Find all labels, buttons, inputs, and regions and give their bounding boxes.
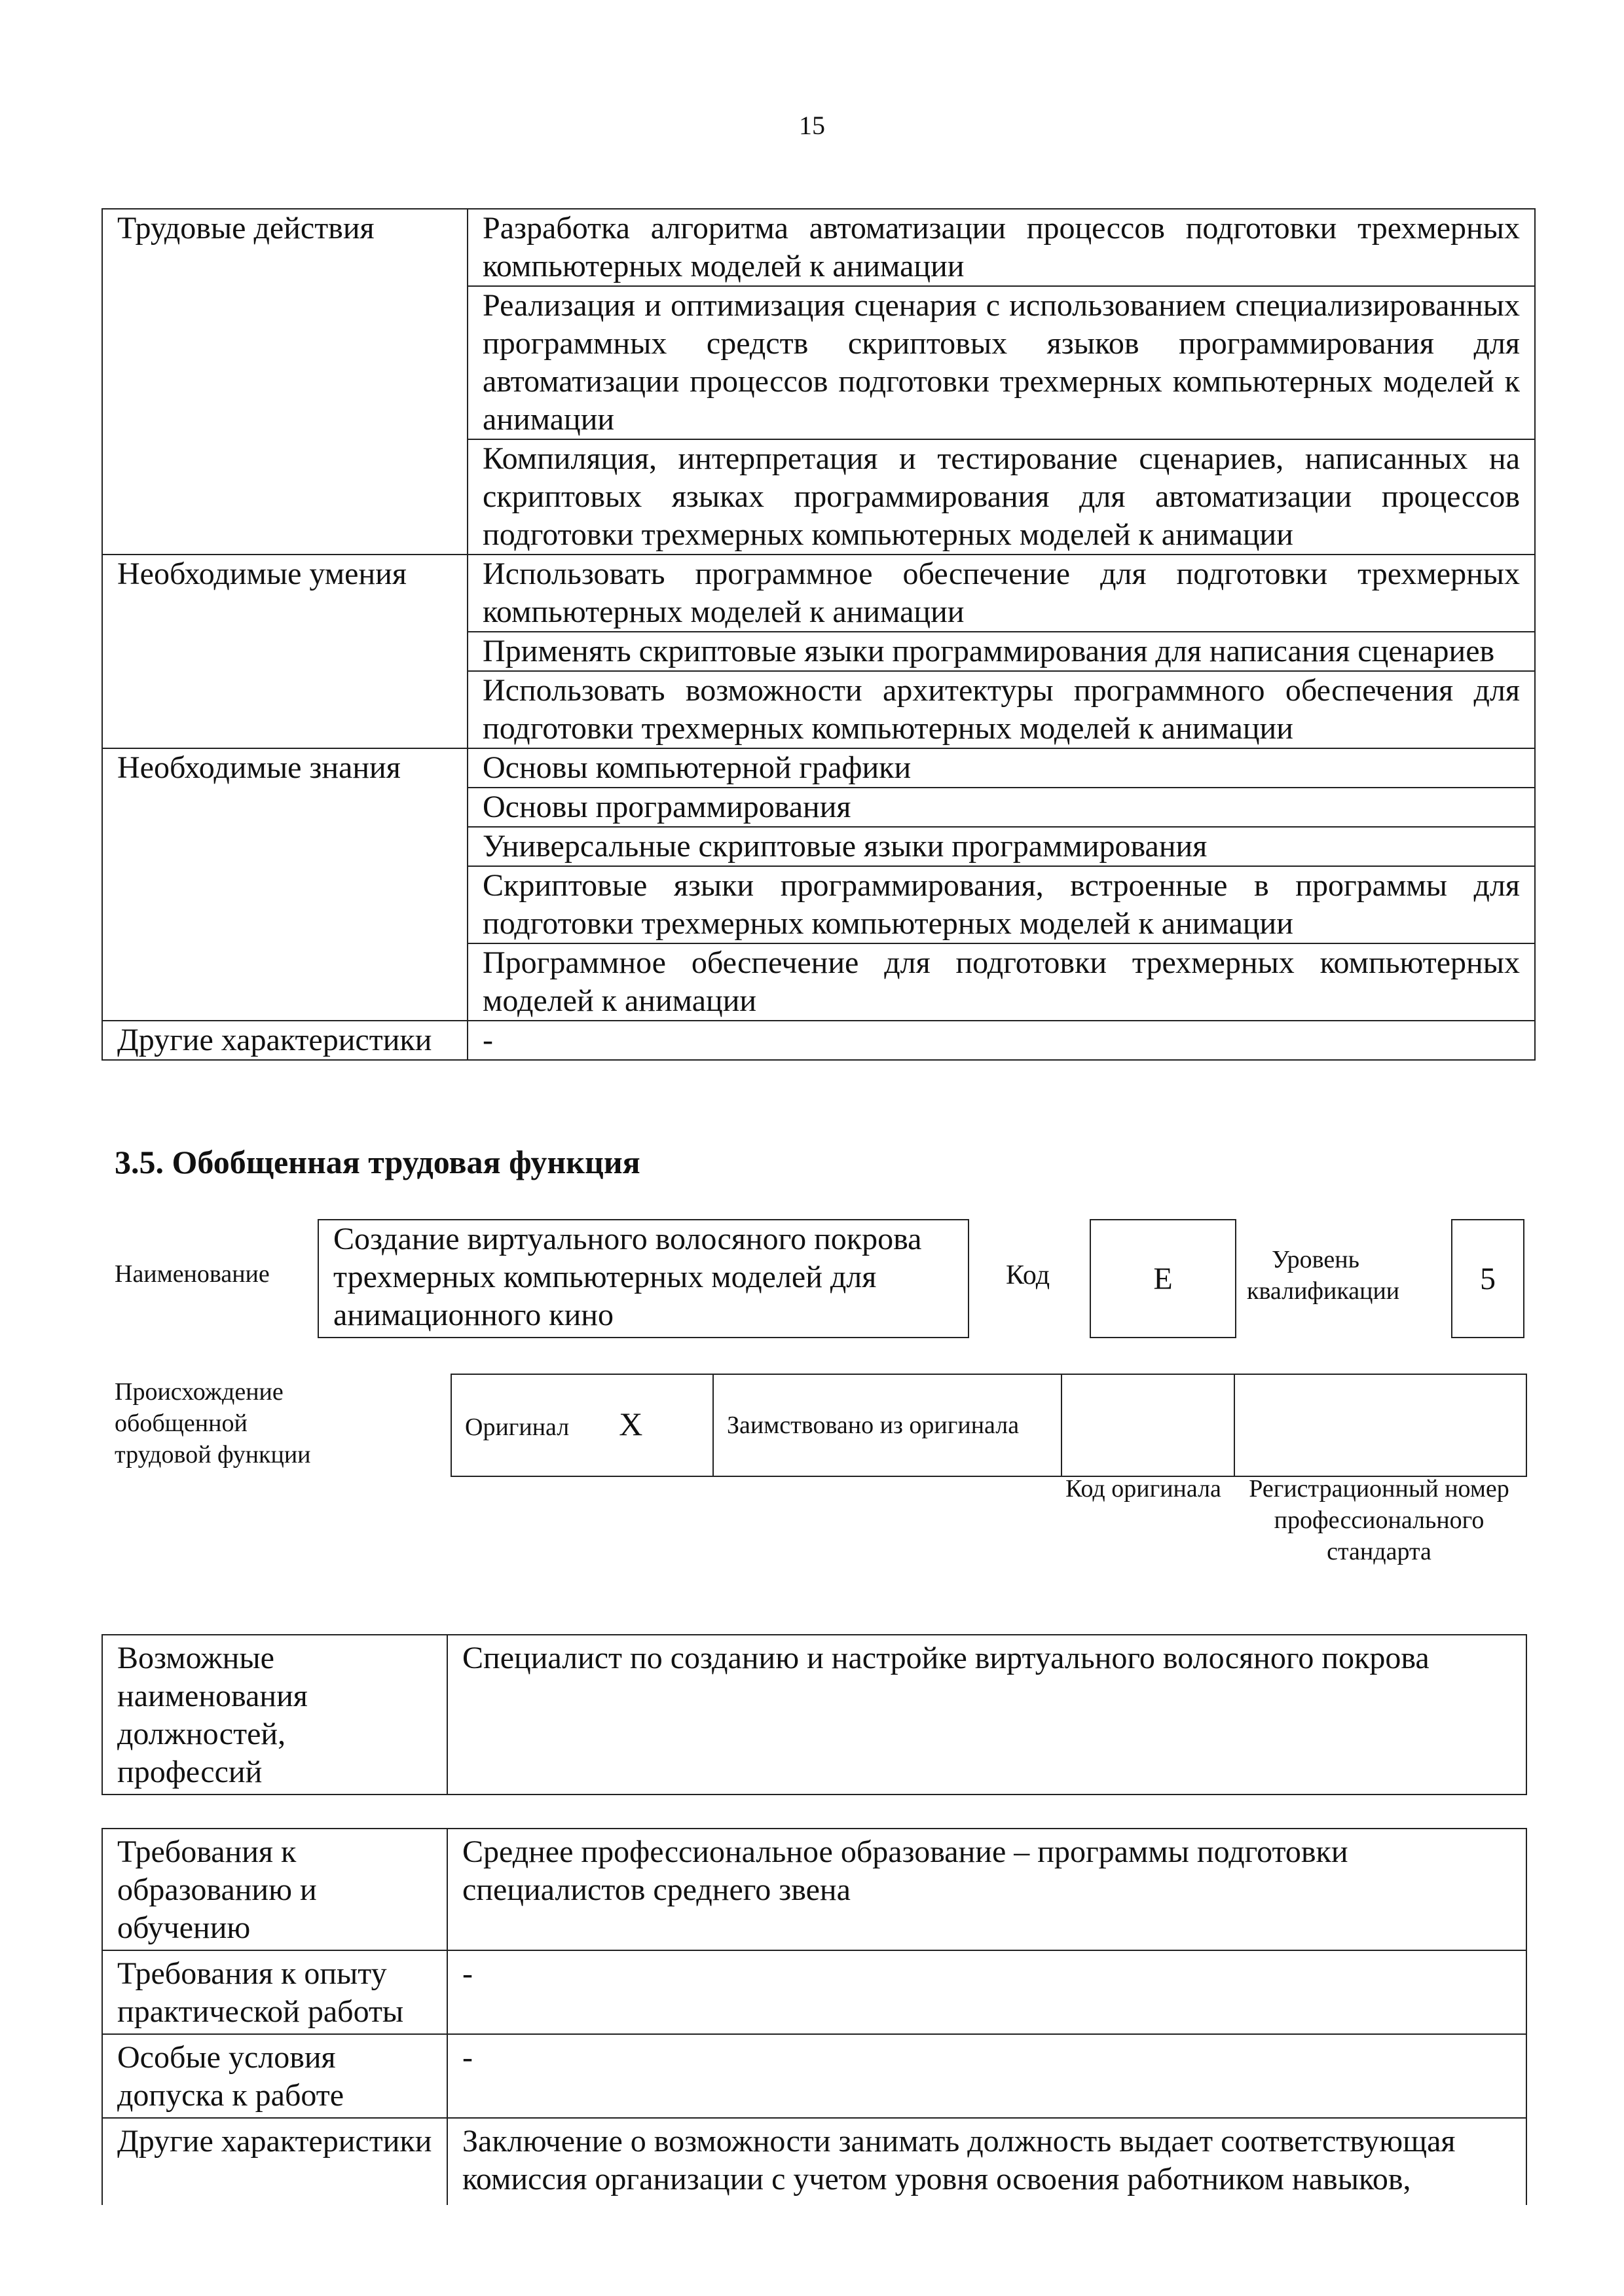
table-cell: Разработка алгоритма автоматизации процессов подготовки трехмерных компьютерных моделей к анимации [468, 209, 1535, 286]
table-cell: Реализация и оптимизация сценария с использованием специализированных программных средств скриптовых языков программирования для автоматизации процессов подготовки трехмерных компьютерных моделей к анимации [468, 286, 1535, 439]
borrowed-label: Заимствовано из оригинала [713, 1374, 1061, 1476]
table-row [102, 555, 1535, 632]
table-row [102, 2034, 1526, 2118]
table-cell: Основы компьютерной графики [468, 748, 1535, 788]
registration-number-cell [1234, 1374, 1526, 1476]
experience-label: Требования к опыту практической работы [102, 1950, 447, 2034]
table-cell: - [468, 1021, 1535, 1060]
positions-table [101, 1634, 1527, 1795]
original-mark: X [619, 1405, 643, 1442]
table-row [102, 209, 1535, 286]
education-label: Требования к образованию и обучению [102, 1829, 447, 1950]
name-label: Наименование [115, 1260, 270, 1288]
level-value: 5 [1451, 1219, 1524, 1338]
section-title: 3.5. Обобщенная трудовая функция [115, 1144, 640, 1180]
table-row [102, 1635, 1526, 1795]
table-row [102, 1829, 1526, 1950]
table-cell: Использовать программное обеспечение для подготовки трехмерных компьютерных моделей к анимации [468, 555, 1535, 632]
code-original-caption: Код оригинала [1065, 1475, 1221, 1503]
original-cell [451, 1374, 713, 1476]
table-cell: Скриптовые языки программирования, встроенные в программы для подготовки трехмерных компьютерных моделей к анимации [468, 866, 1535, 943]
row-label-other: Другие характеристики [102, 1021, 468, 1060]
table-row [102, 1021, 1535, 1060]
original-code-cell [1061, 1374, 1234, 1476]
row-label-labor-actions: Трудовые действия [102, 209, 468, 555]
admission-label: Особые условия допуска к работе [102, 2034, 447, 2118]
admission-value: - [447, 2034, 1526, 2118]
registration-number-caption: Регистрационный номер профессионального стандарта [1249, 1475, 1509, 1565]
table-cell: Основы программирования [468, 788, 1535, 827]
table-cell: Универсальные скриптовые языки программирования [468, 827, 1535, 866]
other-characteristics-value: Заключение о возможности занимать должность выдает соответствующая комиссия организации с учетом уровня освоения работником навыков, [447, 2118, 1526, 2205]
requirements-table [101, 1828, 1527, 2205]
positions-label: Возможные наименования должностей, профессий [102, 1635, 447, 1795]
education-value: Среднее профессиональное образование – программы подготовки специалистов среднего звена [447, 1829, 1526, 1950]
code-value: E [1090, 1219, 1236, 1338]
table-row [102, 748, 1535, 788]
level-label: Уровень квалификации [1247, 1246, 1400, 1305]
row-label-knowledge: Необходимые знания [102, 748, 468, 1021]
table-cell: Компиляция, интерпретация и тестирование сценариев, написанных на скриптовых языках программирования для автоматизации процессов подготовки трехмерных компьютерных моделей к анимации [468, 439, 1535, 555]
table-cell: Программное обеспечение для подготовки трехмерных компьютерных моделей к анимации [468, 943, 1535, 1021]
table-row [451, 1374, 1526, 1476]
origin-label: Происхождение обобщенной трудовой функции [115, 1378, 311, 1468]
origin-table [451, 1374, 1527, 1477]
row-label-skills: Необходимые умения [102, 555, 468, 748]
labor-function-table [101, 208, 1536, 1061]
original-label: Оригинал [465, 1413, 570, 1441]
table-cell: Использовать возможности архитектуры программного обеспечения для подготовки трехмерных компьютерных моделей к анимации [468, 671, 1535, 748]
page-number: 15 [799, 111, 825, 140]
table-row [102, 2118, 1526, 2205]
table-cell: Применять скриптовые языки программирования для написания сценариев [468, 632, 1535, 671]
code-label: Код [1006, 1260, 1050, 1290]
name-value: Создание виртуального волосяного покрова трехмерных компьютерных моделей для анимационного кино [318, 1219, 969, 1338]
table-row [102, 1950, 1526, 2034]
positions-value: Специалист по созданию и настройке виртуального волосяного покрова [447, 1635, 1526, 1795]
experience-value: - [447, 1950, 1526, 2034]
other-characteristics-label: Другие характеристики [102, 2118, 447, 2205]
